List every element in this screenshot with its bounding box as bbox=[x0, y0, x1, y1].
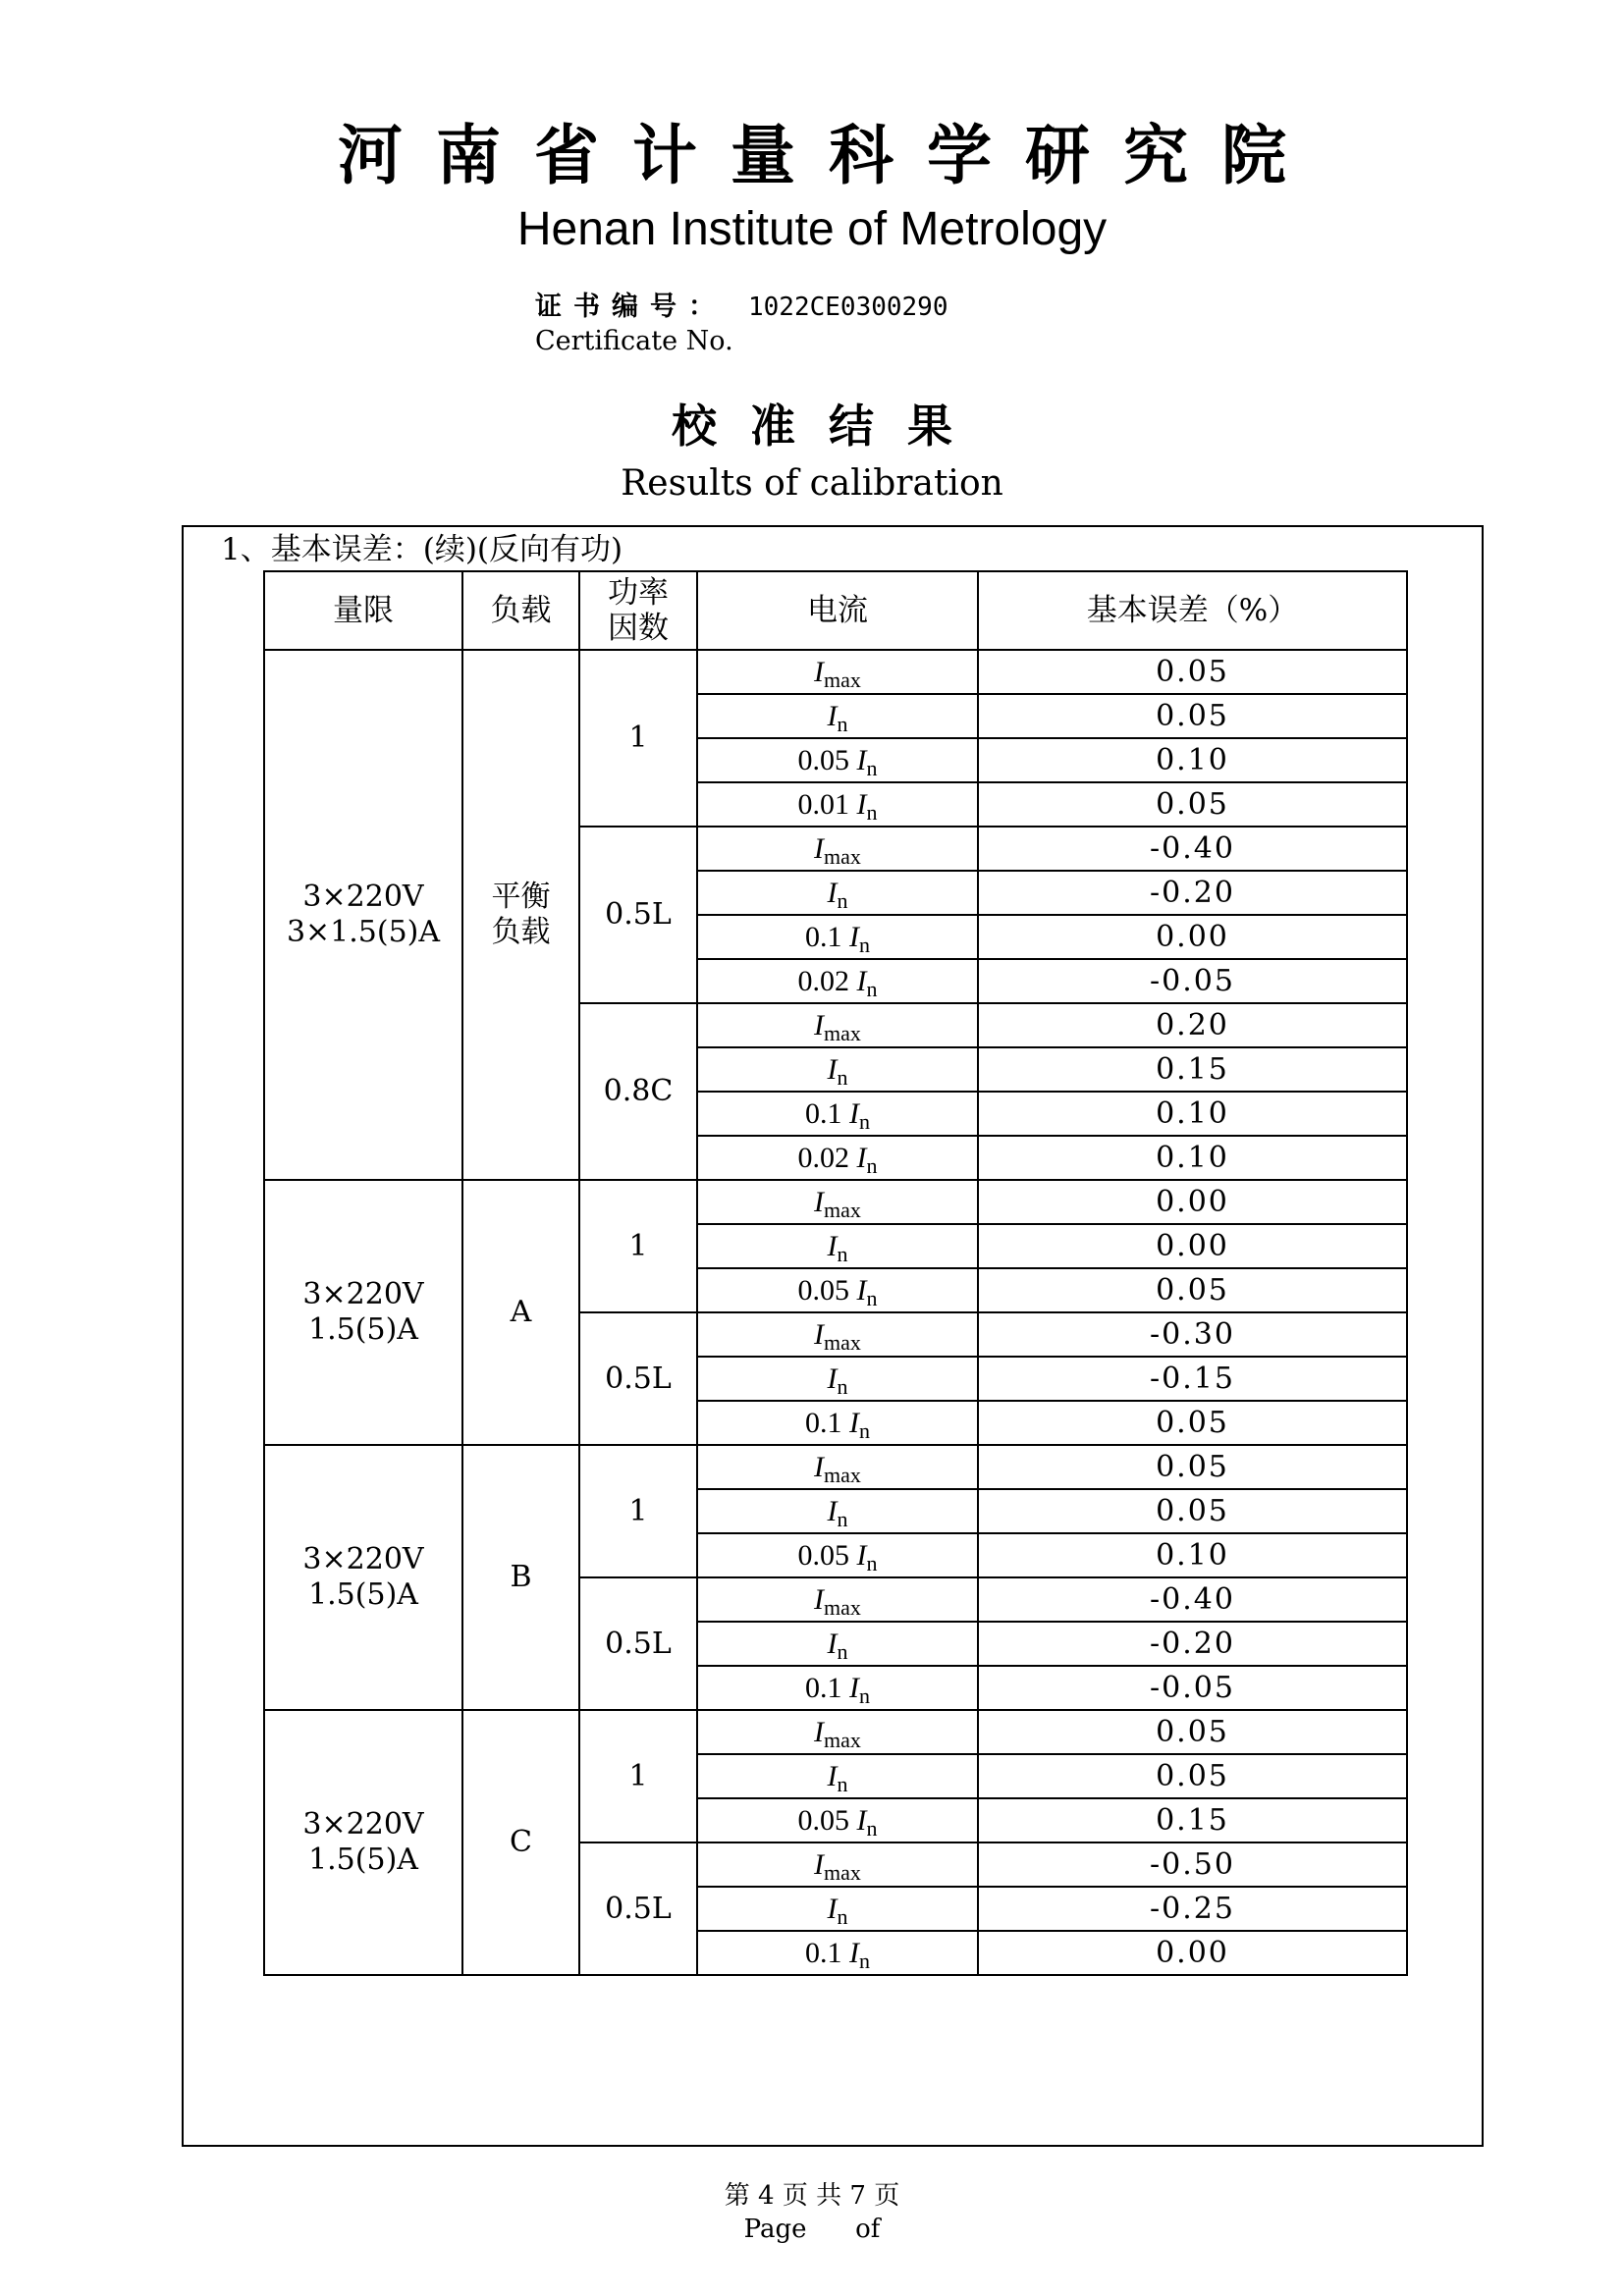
basic-error-cell: 0.10 bbox=[978, 1136, 1407, 1180]
current-subscript: max bbox=[824, 1197, 861, 1222]
range-cell bbox=[264, 1710, 462, 1975]
section-title: 1、基本误差：(续)(反向有功) bbox=[221, 532, 623, 567]
current-symbol: I bbox=[856, 1273, 867, 1307]
current-cell bbox=[697, 1754, 978, 1798]
basic-error-cell: -0.40 bbox=[978, 1577, 1407, 1622]
current-cell bbox=[697, 1357, 978, 1401]
header-range: 量限 bbox=[264, 571, 462, 650]
current-subscript: max bbox=[824, 843, 861, 869]
range-cell bbox=[264, 650, 462, 1180]
current-cell bbox=[697, 1798, 978, 1842]
current-symbol: I bbox=[849, 1406, 859, 1439]
basic-error-cell: 0.10 bbox=[978, 1092, 1407, 1136]
institute-name-cn: 河南省计量科学研究院 bbox=[338, 119, 1320, 191]
current-cell bbox=[697, 959, 978, 1003]
basic-error-cell: 0.10 bbox=[978, 1533, 1407, 1577]
current-cell bbox=[697, 871, 978, 915]
current-coefficient: 0.05 bbox=[797, 1538, 849, 1572]
current-subscript: max bbox=[824, 1462, 861, 1487]
current-coefficient: 0.01 bbox=[797, 787, 849, 821]
results-title-en: Results of calibration bbox=[621, 463, 1003, 504]
basic-error-cell: 0.05 bbox=[978, 1401, 1407, 1445]
power-factor-cell: 1 bbox=[579, 650, 697, 827]
basic-error-cell: 0.05 bbox=[978, 1754, 1407, 1798]
current-subscript: n bbox=[866, 755, 878, 780]
current-cell bbox=[697, 1710, 978, 1754]
current-cell bbox=[697, 1224, 978, 1268]
current-subscript: n bbox=[859, 1417, 870, 1443]
current-subscript: n bbox=[866, 799, 878, 825]
basic-error-cell: 0.05 bbox=[978, 1445, 1407, 1489]
basic-error-cell: 0.15 bbox=[978, 1047, 1407, 1092]
current-symbol: I bbox=[814, 831, 825, 865]
load-line: A bbox=[510, 1295, 532, 1329]
current-subscript: n bbox=[866, 1285, 878, 1310]
current-symbol: I bbox=[827, 1052, 838, 1086]
load-cell bbox=[462, 1445, 579, 1710]
basic-error-cell: -0.05 bbox=[978, 959, 1407, 1003]
current-symbol: I bbox=[856, 1141, 867, 1174]
current-coefficient: 0.05 bbox=[797, 1273, 849, 1307]
current-cell bbox=[697, 1003, 978, 1047]
current-subscript: n bbox=[837, 711, 848, 736]
current-cell bbox=[697, 738, 978, 782]
basic-error-cell: 0.00 bbox=[978, 915, 1407, 959]
certificate-number: 1022CE0300290 bbox=[748, 293, 948, 322]
header-power-factor: 功率因数 bbox=[579, 571, 697, 650]
current-cell bbox=[697, 1577, 978, 1622]
load-line: 平衡 bbox=[491, 880, 551, 914]
current-coefficient: 0.1 bbox=[805, 1096, 842, 1130]
current-cell bbox=[697, 1047, 978, 1092]
basic-error-cell: -0.20 bbox=[978, 1622, 1407, 1666]
basic-error-cell: -0.40 bbox=[978, 827, 1407, 871]
basic-error-cell: -0.50 bbox=[978, 1842, 1407, 1887]
current-subscript: n bbox=[859, 1682, 870, 1708]
range-line: 1.5(5)A bbox=[308, 1842, 418, 1877]
basic-error-cell: 0.00 bbox=[978, 1180, 1407, 1224]
current-coefficient: 0.02 bbox=[797, 964, 849, 997]
power-factor-cell: 0.8C bbox=[579, 1003, 697, 1180]
table-body bbox=[264, 650, 1407, 1975]
current-subscript: n bbox=[837, 887, 848, 913]
load-line: C bbox=[510, 1825, 532, 1859]
current-subscript: n bbox=[837, 1373, 848, 1399]
range-line: 3×220V bbox=[302, 1542, 424, 1576]
current-subscript: n bbox=[837, 1506, 848, 1531]
power-factor-cell: 1 bbox=[579, 1710, 697, 1842]
current-cell bbox=[697, 827, 978, 871]
current-symbol: I bbox=[814, 1185, 825, 1218]
current-symbol: I bbox=[856, 1538, 867, 1572]
current-subscript: max bbox=[824, 1859, 861, 1885]
current-subscript: n bbox=[837, 1771, 848, 1796]
current-cell bbox=[697, 1268, 978, 1312]
current-subscript: max bbox=[824, 667, 861, 692]
range-line: 3×220V bbox=[302, 1277, 424, 1311]
current-cell bbox=[697, 1180, 978, 1224]
current-cell bbox=[697, 915, 978, 959]
power-factor-cell: 1 bbox=[579, 1445, 697, 1577]
power-factor-cell: 0.5L bbox=[579, 1842, 697, 1975]
current-coefficient: 0.1 bbox=[805, 1406, 842, 1439]
current-subscript: n bbox=[866, 976, 878, 1001]
current-cell bbox=[697, 1312, 978, 1357]
header-current: 电流 bbox=[697, 571, 978, 650]
basic-error-cell: 0.00 bbox=[978, 1224, 1407, 1268]
header-load: 负载 bbox=[462, 571, 579, 650]
current-symbol: I bbox=[827, 1229, 838, 1262]
certificate-label-en: Certificate No. bbox=[535, 326, 733, 356]
load-line: 负载 bbox=[491, 915, 551, 949]
current-cell bbox=[697, 650, 978, 694]
page-number-cn: 第 4 页 共 7 页 bbox=[724, 2181, 900, 2211]
current-symbol: I bbox=[827, 1759, 838, 1792]
current-cell bbox=[697, 782, 978, 827]
current-symbol: I bbox=[814, 1317, 825, 1351]
current-symbol: I bbox=[827, 1627, 838, 1660]
current-cell bbox=[697, 1136, 978, 1180]
header-basic-error: 基本误差（%） bbox=[978, 571, 1407, 650]
current-cell bbox=[697, 1622, 978, 1666]
results-title-cn: 校准结果 bbox=[672, 400, 986, 452]
load-cell bbox=[462, 1710, 579, 1975]
power-factor-cell: 0.5L bbox=[579, 1577, 697, 1710]
basic-error-cell: 0.05 bbox=[978, 1268, 1407, 1312]
current-symbol: I bbox=[849, 1096, 859, 1130]
power-factor-cell: 0.5L bbox=[579, 827, 697, 1003]
current-symbol: I bbox=[849, 1671, 859, 1704]
current-symbol: I bbox=[849, 1936, 859, 1969]
current-cell bbox=[697, 1092, 978, 1136]
basic-error-cell: 0.10 bbox=[978, 738, 1407, 782]
current-symbol: I bbox=[849, 920, 859, 953]
basic-error-cell: -0.30 bbox=[978, 1312, 1407, 1357]
range-line: 1.5(5)A bbox=[308, 1577, 418, 1612]
current-symbol: I bbox=[827, 699, 838, 732]
page-number-en: Page of bbox=[743, 2215, 881, 2244]
current-symbol: I bbox=[827, 1892, 838, 1925]
range-line: 1.5(5)A bbox=[308, 1312, 418, 1347]
current-subscript: n bbox=[837, 1241, 848, 1266]
range-line: 3×1.5(5)A bbox=[286, 915, 441, 949]
current-subscript: max bbox=[824, 1727, 861, 1752]
power-factor-cell: 1 bbox=[579, 1180, 697, 1312]
current-coefficient: 0.05 bbox=[797, 743, 849, 776]
current-symbol: I bbox=[814, 655, 825, 688]
current-coefficient: 0.05 bbox=[797, 1803, 849, 1837]
current-coefficient: 0.1 bbox=[805, 1671, 842, 1704]
current-symbol: I bbox=[814, 1847, 825, 1881]
current-subscript: n bbox=[859, 932, 870, 957]
table-row bbox=[264, 650, 1407, 694]
current-subscript: n bbox=[837, 1638, 848, 1664]
current-symbol: I bbox=[827, 1362, 838, 1395]
current-subscript: n bbox=[837, 1064, 848, 1090]
results-table bbox=[263, 570, 1408, 1976]
current-subscript: max bbox=[824, 1020, 861, 1045]
current-cell bbox=[697, 1842, 978, 1887]
current-cell bbox=[697, 1401, 978, 1445]
current-cell bbox=[697, 1533, 978, 1577]
basic-error-cell: -0.20 bbox=[978, 871, 1407, 915]
certificate-label-cn: 证书编号： bbox=[535, 292, 727, 321]
current-subscript: n bbox=[859, 1108, 870, 1134]
basic-error-cell: 0.00 bbox=[978, 1931, 1407, 1975]
current-symbol: I bbox=[827, 1494, 838, 1527]
current-subscript: n bbox=[866, 1815, 878, 1841]
current-subscript: n bbox=[859, 1948, 870, 1973]
basic-error-cell: 0.05 bbox=[978, 650, 1407, 694]
current-subscript: n bbox=[837, 1903, 848, 1929]
range-line: 3×220V bbox=[302, 1807, 424, 1842]
institute-name-en: Henan Institute of Metrology bbox=[516, 203, 1108, 255]
load-cell bbox=[462, 1180, 579, 1445]
basic-error-cell: 0.15 bbox=[978, 1798, 1407, 1842]
basic-error-cell: 0.05 bbox=[978, 1710, 1407, 1754]
current-symbol: I bbox=[814, 1008, 825, 1041]
current-symbol: I bbox=[856, 787, 867, 821]
power-factor-cell: 0.5L bbox=[579, 1312, 697, 1445]
basic-error-cell: -0.05 bbox=[978, 1666, 1407, 1710]
current-coefficient: 0.1 bbox=[805, 920, 842, 953]
range-cell bbox=[264, 1445, 462, 1710]
current-symbol: I bbox=[856, 964, 867, 997]
current-symbol: I bbox=[814, 1582, 825, 1616]
table-row bbox=[264, 1710, 1407, 1754]
range-line: 3×220V bbox=[302, 880, 424, 914]
current-cell bbox=[697, 694, 978, 738]
basic-error-cell: 0.20 bbox=[978, 1003, 1407, 1047]
basic-error-cell: 0.05 bbox=[978, 1489, 1407, 1533]
basic-error-cell: -0.25 bbox=[978, 1887, 1407, 1931]
table-row bbox=[264, 1445, 1407, 1489]
load-cell bbox=[462, 650, 579, 1180]
current-cell bbox=[697, 1931, 978, 1975]
current-cell bbox=[697, 1887, 978, 1931]
current-subscript: n bbox=[866, 1152, 878, 1178]
current-cell bbox=[697, 1489, 978, 1533]
current-cell bbox=[697, 1666, 978, 1710]
current-subscript: max bbox=[824, 1329, 861, 1355]
current-subscript: max bbox=[824, 1594, 861, 1620]
table-header-row bbox=[264, 571, 1407, 650]
load-line: B bbox=[510, 1560, 532, 1594]
basic-error-cell: 0.05 bbox=[978, 694, 1407, 738]
current-subscript: n bbox=[866, 1550, 878, 1575]
current-symbol: I bbox=[827, 876, 838, 909]
current-symbol: I bbox=[856, 743, 867, 776]
basic-error-cell: 0.05 bbox=[978, 782, 1407, 827]
current-symbol: I bbox=[814, 1715, 825, 1748]
current-symbol: I bbox=[856, 1803, 867, 1837]
basic-error-cell: -0.15 bbox=[978, 1357, 1407, 1401]
range-cell bbox=[264, 1180, 462, 1445]
current-cell bbox=[697, 1445, 978, 1489]
current-symbol: I bbox=[814, 1450, 825, 1483]
current-coefficient: 0.1 bbox=[805, 1936, 842, 1969]
current-coefficient: 0.02 bbox=[797, 1141, 849, 1174]
table-row bbox=[264, 1180, 1407, 1224]
